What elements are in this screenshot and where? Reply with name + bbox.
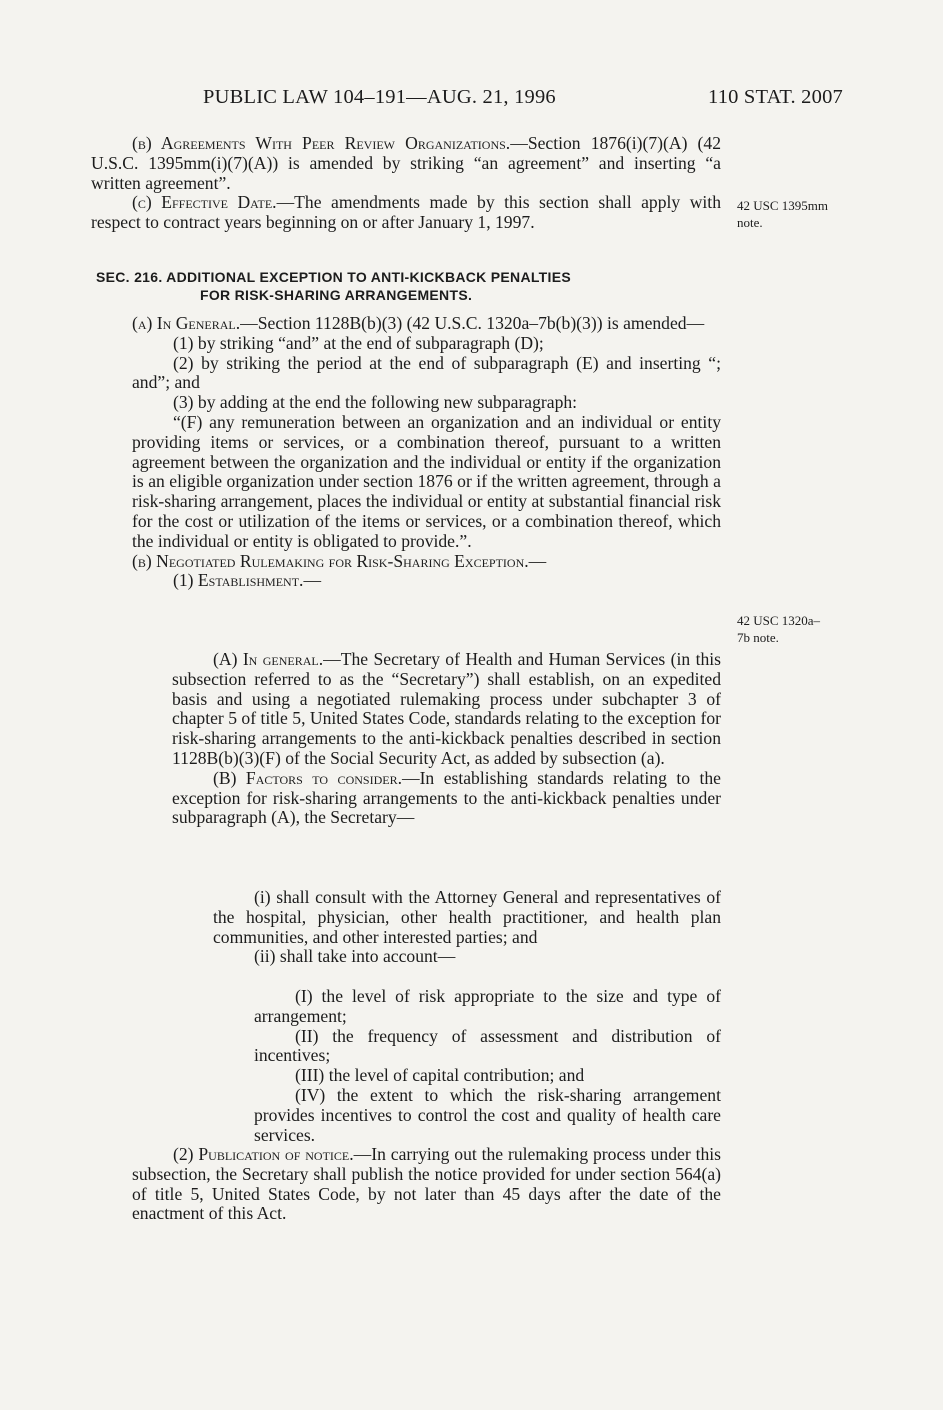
section-heading-line-2: FOR RISK-SHARING ARRANGEMENTS.	[200, 287, 473, 303]
paragraph-2-publication	[132, 1145, 721, 1224]
block-clauses	[213, 888, 721, 967]
text-a-in-general: —Section 1128B(b)(3) (42 U.S.C. 1320a–7b(b)(3)) is amended—	[240, 313, 705, 333]
subclause-I: (I) the level of risk appropriate to the size and type of arrangement;	[254, 986, 721, 1026]
running-header-page-number: 110 STAT. 2007	[708, 86, 843, 108]
heading-1-establishment: (1) Establishment.	[173, 570, 304, 591]
text-c-effective-date: —The amendments made by this section shall apply with respect to contract years beginning on or after January 1, 1997.	[91, 192, 721, 233]
subclause-III: (III) the level of capital contribution; and	[295, 1065, 585, 1086]
text-2-publication: —In carrying out the rulemaking process under this subsection, the Secretary shall publish the notice provided for under section 564(a) of title 5, United States Code, by not later than 45 days after the date of the enactment of this Act.	[132, 1144, 721, 1224]
margin-note-1395mm	[737, 197, 828, 231]
paragraph-a-in-general	[91, 314, 721, 334]
section-heading	[91, 268, 721, 304]
margin-note-1395mm-line-1: 42 USC 1395mm	[737, 198, 829, 213]
block-subclauses	[254, 987, 721, 1145]
subclause-II: (II) the frequency of assessment and distribution of incentives;	[254, 1025, 721, 1066]
section-heading-block	[91, 268, 721, 304]
margin-note-1320a-7b-line-2: 7b note.	[737, 630, 779, 645]
dash-1-establishment: —	[303, 570, 322, 591]
subparagraph-B-factors	[172, 769, 721, 828]
clause-ii: (ii) shall take into account—	[254, 946, 456, 967]
dash-b-negotiated-rulemaking: —	[528, 550, 547, 571]
heading-b-negotiated-rulemaking: (b) Negotiated Rulemaking for Risk-Sharing Exception.	[132, 550, 529, 571]
item-a3: (3) by adding at the end the following new subparagraph:	[173, 392, 578, 413]
paragraph-b-agreements	[91, 134, 721, 193]
text-B-factors: —In establishing standards relating to the exception for risk-sharing arrangements to the anti-kickback penalties under subparagraph (A), the Secretary—	[172, 767, 721, 828]
text-b-agreements: —Section 1876(i)(7)(A) (42 U.S.C. 1395mm(i)(7)(A)) is amended by striking “an agreement” and inserting “a written agreement”.	[91, 133, 721, 193]
quoted-subparagraph-F: “(F) any remuneration between an organization and an individual or entity providing items or services, or a combination thereof, pursuant to a written agreement between the organization and the individual or entity if the organization is an eligible organization under section 1876 or if the written agreement, through a risk-sharing arrangement, places the individual or entity at substantial financial risk for the cost or utilization of the items or services, or a combination thereof, which the individual or entity is obligated to provide.”.	[132, 411, 721, 551]
heading-A-in-general: (A) In general.	[213, 649, 324, 669]
margin-note-1320a-7b	[737, 612, 820, 646]
block-subsection-a	[91, 314, 721, 591]
subclause-IV: (IV) the extent to which the risk-sharing arrangement provides incentives to control the cost and quality of health care services.	[254, 1084, 721, 1145]
block-establishment-subparagraphs	[172, 650, 721, 828]
block-publication-notice	[132, 1145, 721, 1224]
margin-note-1320a-7b-line-1: 42 USC 1320a–	[737, 613, 821, 628]
item-a2: (2) by striking the period at the end of subparagraph (E) and inserting “; and”; and	[132, 352, 721, 393]
heading-2-publication: (2) Publication of notice.	[173, 1144, 354, 1164]
subparagraph-A-in-general	[172, 650, 721, 769]
paragraph-b-negotiated-rulemaking	[91, 552, 721, 572]
heading-B-factors: (B) Factors to consider.	[213, 767, 402, 788]
heading-b-agreements: (b) Agreements With Peer Review Organizations.	[132, 133, 511, 153]
heading-a-in-general: (a) In General.	[132, 313, 241, 333]
item-a1: (1) by striking “and” at the end of subparagraph (D);	[173, 332, 544, 353]
text-A-in-general: —The Secretary of Health and Human Services (in this subsection referred to as the “Secretary”) shall establish, on an expedited basis and using a negotiated rulemaking process under subchapter 3 of chapter 5 of title 5, United States Code, standards relating to the exception for risk-sharing arrangements to the anti-kickback penalties described in section 1128B(b)(3)(F) of the Social Security Act, as added by subsection (a).	[172, 649, 721, 768]
running-header-citation: PUBLIC LAW 104–191—AUG. 21, 1996	[203, 86, 556, 108]
block-agreements-effective-date	[91, 134, 721, 233]
paragraph-1-establishment	[91, 571, 721, 591]
clause-i: (i) shall consult with the Attorney General and representatives of the hospital, physician, other health practitioner, and health plan communities, and other interested parties; and	[213, 887, 721, 947]
section-heading-line-1: SEC. 216. ADDITIONAL EXCEPTION TO ANTI-KICKBACK PENALTIES	[96, 269, 571, 285]
heading-c-effective-date: (c) Effective Date.	[132, 192, 277, 213]
paragraph-c-effective-date	[91, 193, 721, 233]
margin-note-1395mm-line-2: note.	[737, 215, 763, 230]
